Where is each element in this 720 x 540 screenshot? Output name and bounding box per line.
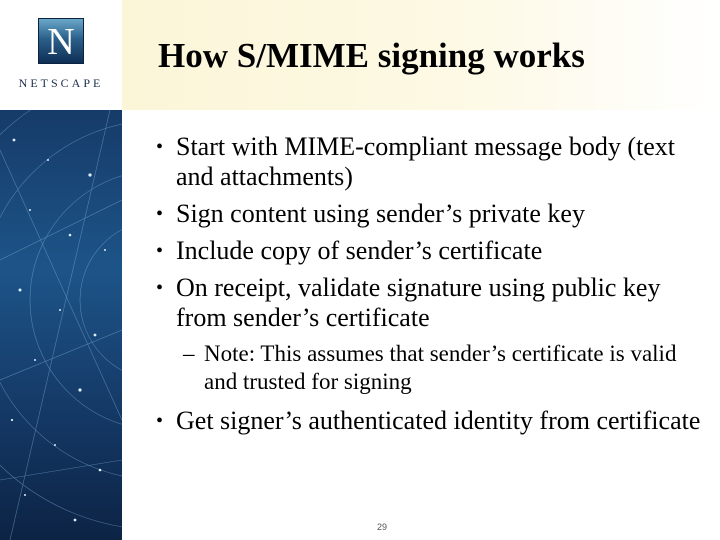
bullet-text: Start with MIME-compliant message body (text and attachments) — [176, 132, 675, 191]
bullet-marker: • — [156, 277, 164, 299]
sub-bullet-text: Note: This assumes that sender’s certificate is valid and trusted for signing — [204, 341, 677, 394]
bullet-marker: • — [156, 240, 164, 262]
bullet-marker: • — [156, 410, 164, 432]
bullet-text: Include copy of sender’s certificate — [176, 236, 543, 265]
bullet-item — [156, 236, 701, 266]
logo-wordmark: NETSCAPE — [18, 76, 104, 90]
bullet-text: Sign content using sender’s private key — [176, 199, 585, 228]
sub-bullet-marker: – — [183, 341, 195, 366]
bullet-marker: • — [156, 203, 164, 225]
sub-bullet-item — [156, 340, 701, 396]
bullet-item — [156, 273, 701, 333]
slide-title: How S/MIME signing works — [158, 36, 585, 75]
netscape-logo — [38, 18, 84, 64]
logo-panel — [0, 0, 122, 110]
bullet-item — [156, 132, 701, 192]
bullet-item — [156, 406, 701, 436]
page-number: 29 — [376, 522, 387, 532]
bullet-marker: • — [156, 136, 164, 158]
slide-body — [156, 132, 701, 443]
bullet-text: Get signer’s authenticated identity from certificate — [176, 406, 701, 435]
bullet-text: On receipt, validate signature using public key from sender’s certificate — [176, 273, 661, 332]
bullet-item — [156, 199, 701, 229]
logo-letter: N — [47, 21, 75, 63]
